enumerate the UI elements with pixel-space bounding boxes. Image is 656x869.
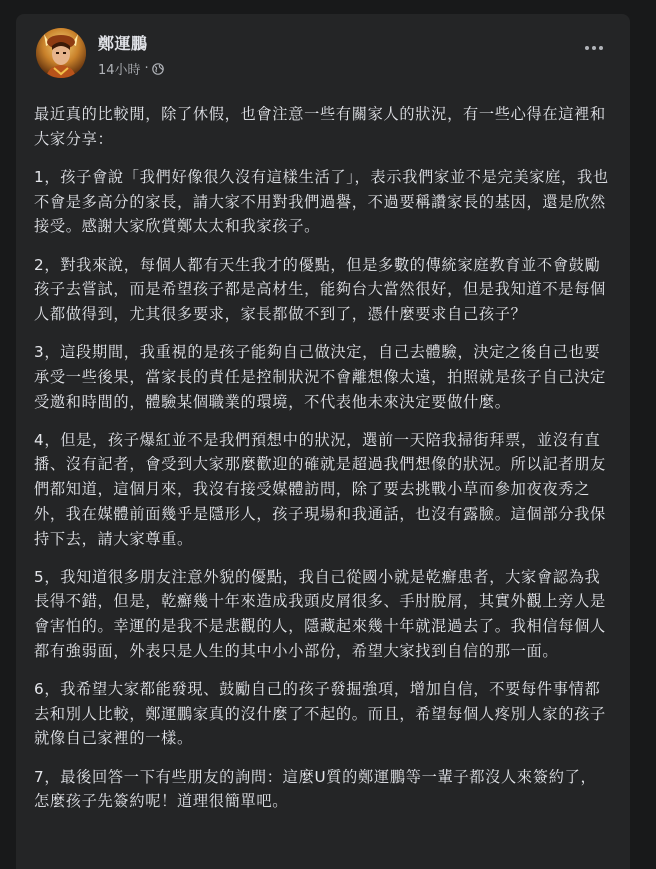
more-dot: [599, 46, 603, 50]
post-paragraph-3: 3，這段期間，我重視的是孩子能夠自己做決定，自己去體驗，決定之後自己也要承受一些後果，當家長的責任是控制狀況不會離想像太遠，拍照就是孩子自己決定受邀和時間的，體驗某個職業的環境，不代表他未來決定要做什麼。: [34, 343, 606, 411]
post-paragraph-4: 4，但是，孩子爆紅並不是我們預想中的狀況，選前一天陪我掃街拜票，並沒有直播、沒有記者，會受到大家那麼歡迎的確就是超過我們想像的狀況。所以記者朋友們都知道，這個月來，我沒有接受媒體訪問，除了要去挑戰小草而參加夜夜秀之外，我在媒體前面幾乎是隱形人，孩子現場和我通話，也沒有露臉。這個部分我保持下去，請大家尊重。: [34, 430, 606, 548]
post-paragraph-7: 7，最後回答一下有些朋友的詢問：這麼U質的鄭運鵬等一輩子都沒人來簽約了，怎麼孩子先簽約呢！道理很簡單吧。: [34, 767, 597, 811]
post-paragraph-6: 6，我希望大家都能發現、鼓勵自己的孩子發掘強項，增加自信，不要每件事情都去和別人比較，鄭運鵬家真的沒什麼了不起的。而且，希望每個人疼別人家的孩子就像自己家裡的一樣。: [34, 680, 606, 748]
post-meta: [98, 59, 164, 78]
meta-separator: ·: [144, 61, 149, 76]
post-timestamp[interactable]: 14小時: [98, 63, 141, 78]
more-dot: [585, 46, 589, 50]
post-paragraph-1: 1，孩子會說「我們好像很久沒有這樣生活了」，表示我們家並不是完美家庭，我也不會是多高分的家長，請大家不用對我們過譽，不過要稱讚家長的基因，還是欣然接受。感謝大家欣賞鄭太太和我家孩子。: [34, 167, 609, 236]
avatar-image: [36, 28, 86, 78]
more-dot: [592, 46, 596, 50]
post-paragraph-5: 5，我知道很多朋友注意外貌的優點，我自己從國小就是乾癬患者，大家會認為我長得不錯，但是，乾癬幾十年來造成我頭皮屑很多、手肘脫屑，其實外觀上旁人是會害怕的。幸運的是我不是悲觀的人，隱藏起來幾十年就混過去了。我相信每個人都有強弱面，外表只是人生的其中小小部份，希望大家找到自信的那一面。: [34, 567, 606, 660]
post-card: [16, 14, 630, 869]
post-body: [34, 102, 609, 828]
author-name[interactable]: 鄭運鵬: [98, 34, 148, 53]
post-paragraph-intro: 最近真的比較閒，除了休假，也會注意一些有關家人的狀況，有一些心得在這裡和大家分享：: [34, 105, 606, 148]
more-options-button[interactable]: [576, 36, 612, 60]
avatar[interactable]: [36, 28, 86, 78]
post-paragraph-2: 2，對我來說，每個人都有天生我才的優點，但是多數的傳統家庭教育並不會鼓勵孩子去嘗試，而是希望孩子都是高材生，能夠台大當然很好，但是我知道不是每個人都做得到，尤其很多要求，家長都做不到了，憑什麼要求自己孩子？: [34, 255, 606, 323]
globe-icon[interactable]: [152, 63, 164, 75]
